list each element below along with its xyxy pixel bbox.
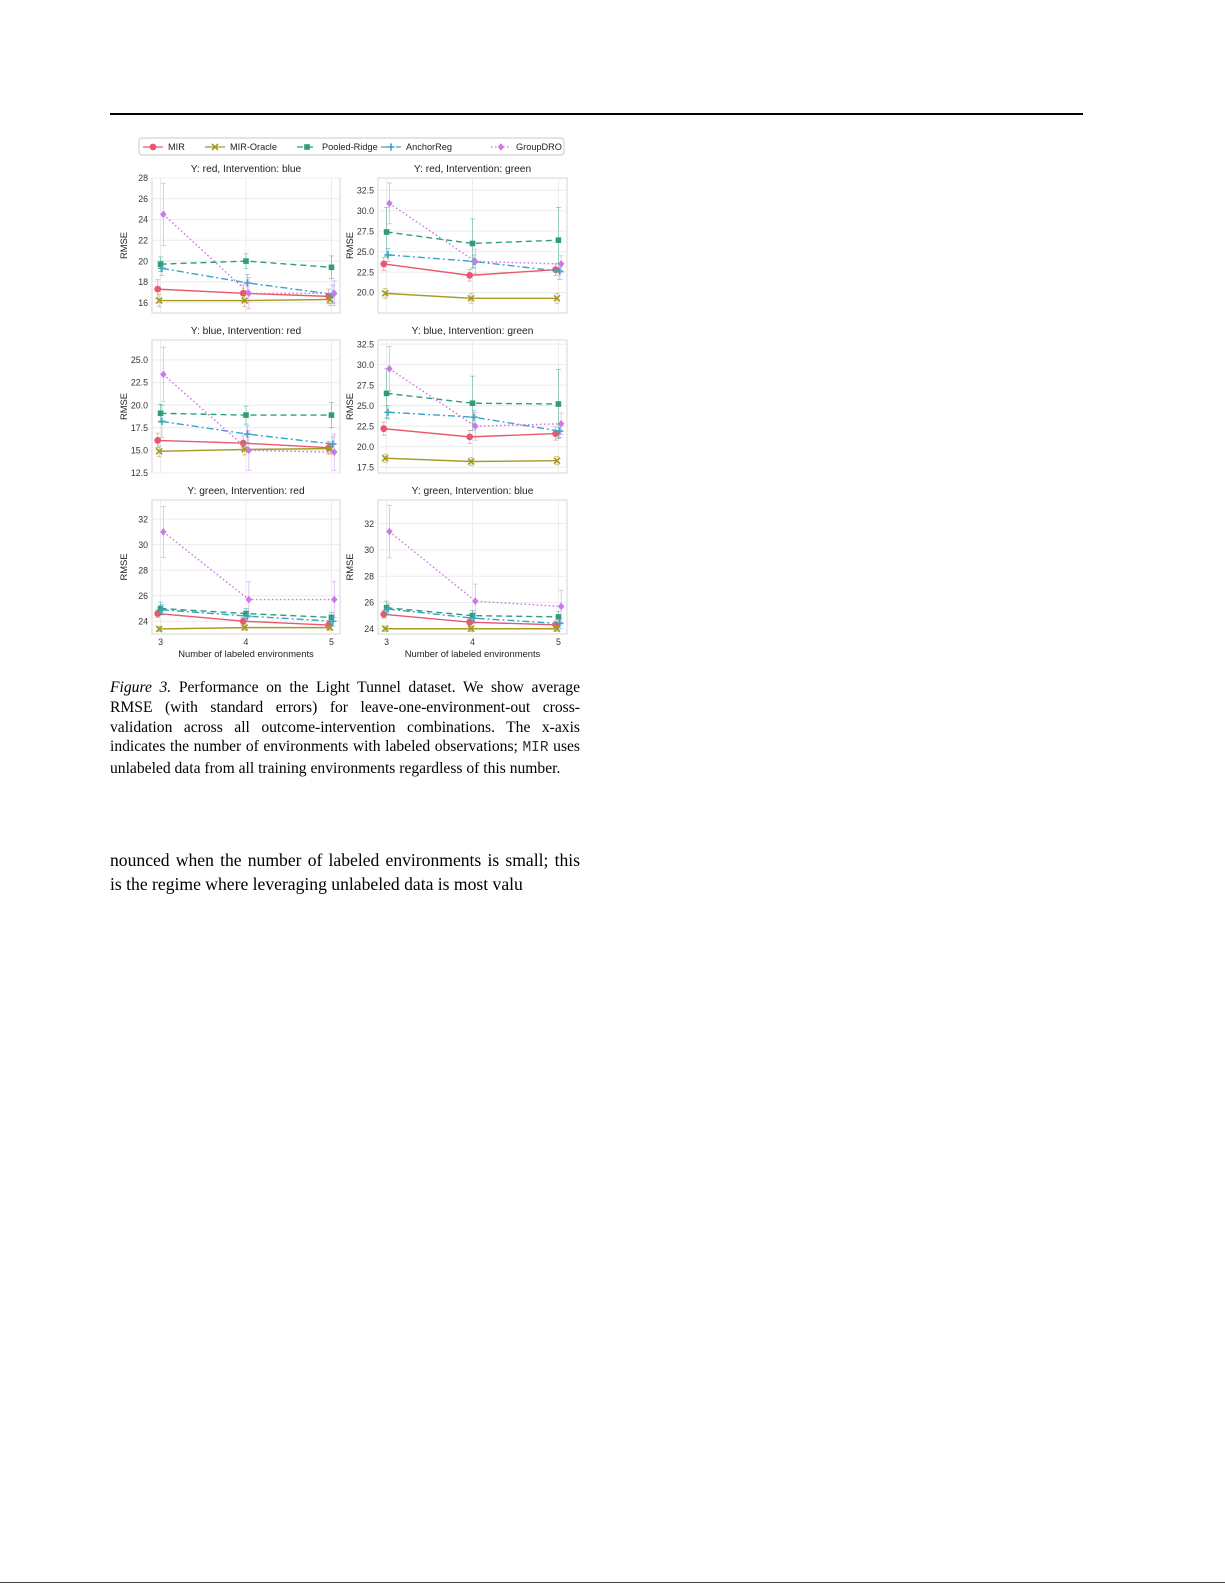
data-point: [556, 237, 562, 243]
y-tick-label: 20.0: [130, 400, 148, 411]
y-tick-label: 22: [138, 235, 148, 246]
data-point: [384, 391, 390, 397]
caption-text-2: uses unlabeled data from all training environments regardless of this number.: [110, 738, 580, 778]
y-tick-label: 18: [138, 277, 148, 288]
legend-marker-pooled-ridge: [304, 144, 310, 150]
y-tick-label: 26: [138, 193, 148, 204]
y-tick-label: 12.5: [130, 468, 148, 479]
y-tick-label: 32: [138, 514, 148, 525]
y-axis-label: RMSE: [118, 392, 129, 421]
y-tick-label: 24: [138, 616, 148, 627]
legend-label-mir-oracle: MIR-Oracle: [230, 142, 277, 153]
data-point: [466, 272, 473, 279]
figure-legend: [139, 138, 564, 155]
chart-panel-6: [344, 486, 567, 659]
y-tick-label: 28: [138, 173, 148, 184]
y-tick-label: 25.0: [130, 355, 148, 366]
data-point: [556, 614, 562, 620]
y-tick-label: 25.0: [356, 400, 374, 411]
chart-panel-3: [118, 326, 340, 478]
y-axis-label: RMSE: [118, 553, 129, 581]
data-point: [158, 410, 164, 416]
figure-label: Figure 3.: [110, 679, 172, 696]
data-point: [329, 412, 335, 418]
legend-marker-mir: [150, 144, 157, 151]
x-tick-label: 4: [470, 637, 475, 647]
y-tick-label: 20.0: [356, 287, 374, 298]
chart-title: Y: red, Intervention: green: [413, 164, 532, 175]
y-tick-label: 20.0: [356, 441, 374, 452]
chart-panel-1: [118, 164, 340, 313]
y-tick-label: 30: [138, 539, 148, 550]
legend-label-pooled-ridge: Pooled-Ridge: [322, 142, 378, 153]
y-tick-label: 27.5: [356, 226, 374, 237]
chart-title: Y: green, Intervention: blue: [411, 486, 534, 497]
data-point: [466, 619, 473, 626]
y-tick-label: 15.0: [130, 445, 148, 456]
chart-panel-4: [344, 326, 567, 473]
y-tick-label: 26: [138, 590, 148, 601]
caption-code-term: MIR: [522, 740, 549, 757]
y-axis-label: RMSE: [344, 231, 355, 260]
x-tick-label: 5: [329, 637, 334, 647]
chart-title: Y: red, Intervention: blue: [190, 164, 302, 175]
y-tick-label: 27.5: [356, 380, 374, 391]
data-point: [243, 258, 249, 264]
chart-title: Y: blue, Intervention: green: [411, 326, 534, 337]
data-point: [380, 425, 387, 432]
chart-panel-5: [118, 486, 340, 659]
data-point: [556, 401, 562, 407]
y-tick-label: 25.0: [356, 246, 374, 257]
legend-label-mir: MIR: [168, 142, 185, 153]
y-tick-label: 32.5: [356, 339, 374, 350]
y-tick-label: 22.5: [356, 267, 374, 278]
y-axis-label: RMSE: [118, 231, 129, 260]
x-axis-label: Number of labeled environments: [178, 648, 314, 659]
y-tick-label: 20: [138, 256, 148, 267]
legend-label-groupdro: GroupDRO: [516, 142, 562, 153]
y-tick-label: 32.5: [356, 185, 374, 196]
x-tick-label: 4: [243, 637, 249, 647]
page-bottom-rule: [0, 1582, 1225, 1583]
y-tick-label: 17.5: [130, 422, 148, 433]
y-tick-label: 22.5: [356, 421, 374, 432]
x-tick-label: 5: [555, 637, 561, 647]
y-tick-label: 30.0: [356, 205, 374, 216]
y-axis-label: RMSE: [344, 553, 355, 581]
y-tick-label: 28: [364, 571, 374, 582]
data-point: [243, 412, 249, 418]
x-tick-label: 3: [384, 637, 390, 647]
y-tick-label: 17.5: [356, 462, 374, 473]
caption-text-1: Performance on the Light Tunnel dataset. We show average RMSE (with standard errors) for leave-one-environment-out cross-validation across all outcome-intervention combinations. The x-axis indicates the number of environments with labeled observations;: [110, 679, 580, 756]
data-point: [466, 433, 473, 440]
figure-caption: [110, 678, 580, 779]
chart-title: Y: blue, Intervention: red: [190, 326, 302, 337]
data-point: [470, 241, 476, 247]
y-tick-label: 16: [138, 297, 148, 308]
data-point: [240, 440, 247, 447]
y-tick-label: 24: [364, 623, 374, 634]
y-tick-label: 26: [364, 597, 374, 608]
x-axis-label: Number of labeled environments: [404, 648, 541, 659]
data-point: [329, 265, 335, 271]
body-paragraph-text: nounced when the number of labeled environments is small; this is the regime where leveraging unlabeled data is most valu: [110, 850, 580, 894]
data-point: [154, 286, 161, 293]
y-tick-label: 28: [138, 565, 148, 576]
chart-title: Y: green, Intervention: red: [187, 486, 305, 497]
y-tick-label: 22.5: [130, 377, 148, 388]
chart-panel-2: [344, 164, 567, 313]
y-axis-label: RMSE: [344, 392, 355, 421]
legend-label-anchorreg: AnchorReg: [406, 142, 452, 153]
y-tick-label: 32: [364, 518, 374, 529]
body-paragraph: [110, 849, 580, 896]
data-point: [384, 229, 390, 235]
x-tick-label: 3: [158, 637, 163, 647]
y-tick-label: 30: [364, 545, 374, 556]
data-point: [470, 400, 476, 406]
chart-panels: [118, 164, 567, 659]
y-tick-label: 30.0: [356, 359, 374, 370]
y-tick-label: 24: [138, 214, 148, 225]
